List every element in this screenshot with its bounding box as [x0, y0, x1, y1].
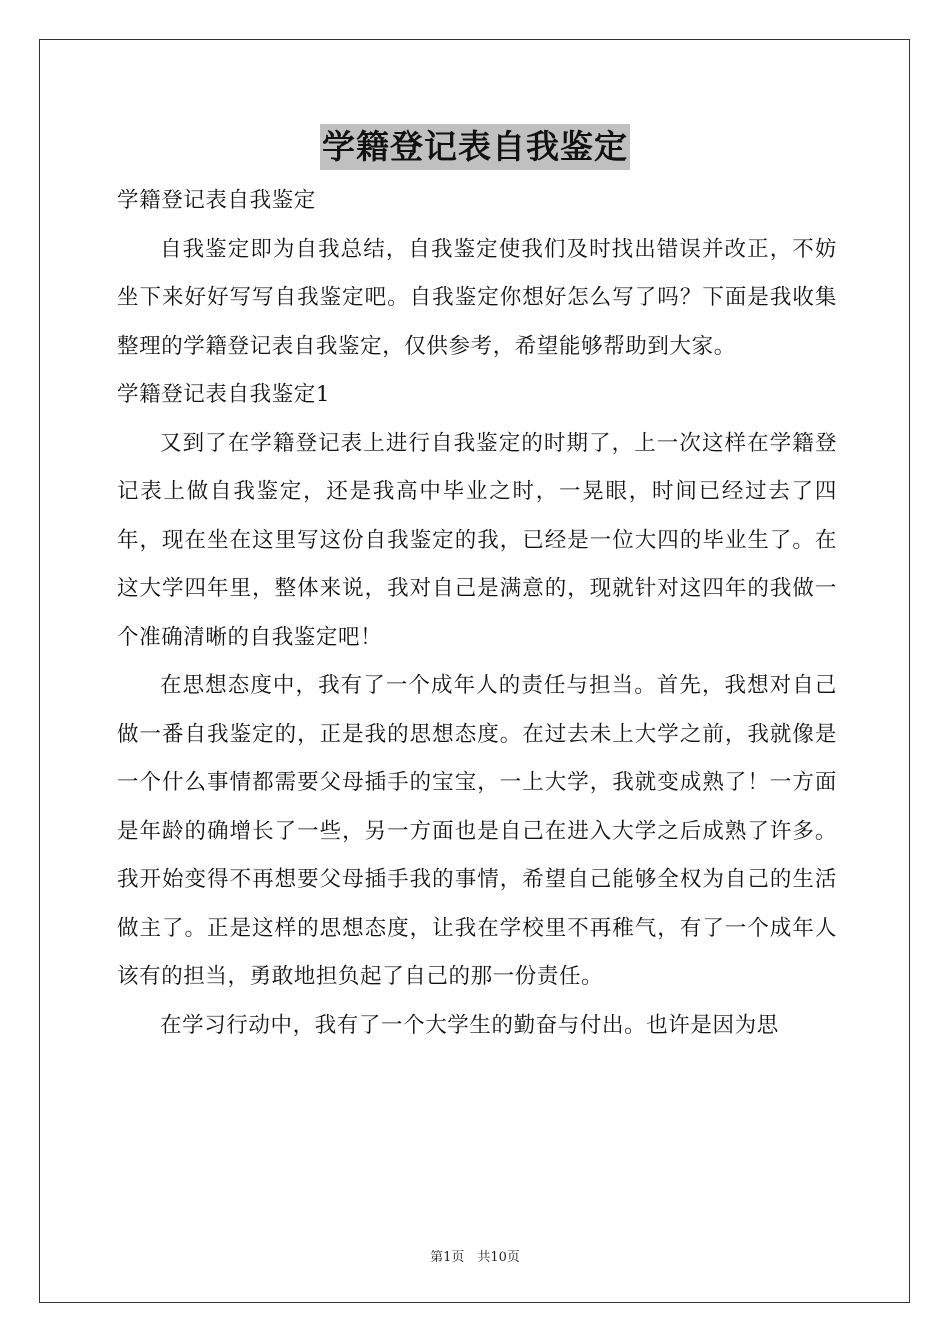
- document-subtitle: 学籍登记表自我鉴定: [117, 188, 316, 213]
- document-title: 学籍登记表自我鉴定: [320, 124, 630, 170]
- intro-paragraph: 自我鉴定即为自我总结，自我鉴定使我们及时找出错误并改正，不妨坐下来好好写写自我鉴定吧。自我鉴定你想好怎么写了吗？下面是我收集整理的学籍登记表自我鉴定，仅供参考，希望能够帮助到大家。: [117, 236, 837, 359]
- title-container: [0, 124, 950, 170]
- body-paragraph: 在学习行动中，我有了一个大学生的勤奋与付出。也许是因为思: [160, 1012, 779, 1038]
- page-number-footer: 第1页 共10页: [430, 1250, 520, 1265]
- body-paragraph: 又到了在学籍登记表上进行自我鉴定的时期了，上一次这样在学籍登记表上做自我鉴定，还是我高中毕业之时，一晃眼，时间已经过去了四年，现在坐在这里写这份自我鉴定的我，已经是一位大四的毕业生了。在这大学四年里，整体来说，我对自己是满意的，现就针对这四年的我做一个准确清晰的自我鉴定吧！: [117, 430, 837, 650]
- body-paragraph: 在思想态度中，我有了一个成年人的责任与担当。首先，我想对自己做一番自我鉴定的，正是我的思想态度。在过去未上大学之前，我就像是一个什么事情都需要父母插手的宝宝，一上大学，我就变成熟了！一方面是年龄的确增长了一些，另一方面也是自己在进入大学之后成熟了许多。我开始变得不再想要父母插手我的事情，希望自己能够全权为自己的生活做主了。正是这样的思想态度，让我在学校里不再稚气，有了一个成年人该有的担当，勇敢地担负起了自己的那一份责任。: [117, 673, 837, 989]
- section-heading: 学籍登记表自我鉴定1: [117, 382, 331, 407]
- document-body: [117, 177, 837, 1050]
